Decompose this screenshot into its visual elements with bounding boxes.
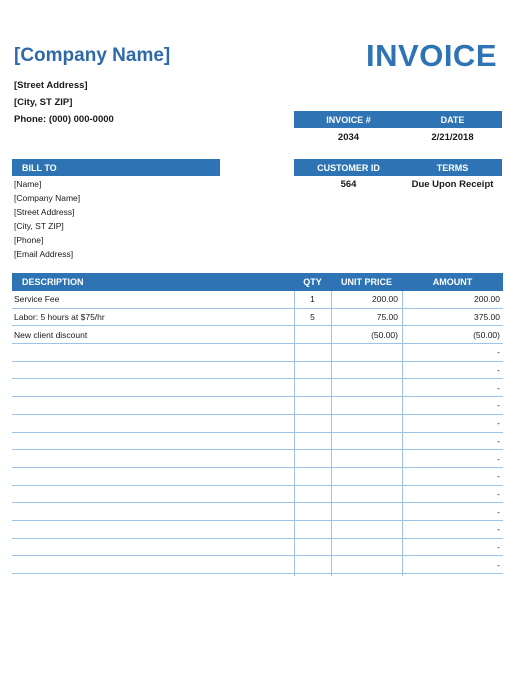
invoice-number-label: INVOICE # bbox=[326, 114, 371, 125]
terms-value: Due Upon Receipt bbox=[411, 179, 494, 190]
item-amount: - bbox=[497, 453, 500, 464]
line-items-header bbox=[12, 273, 503, 291]
column-divider bbox=[402, 291, 403, 576]
item-qty bbox=[294, 415, 331, 432]
item-qty bbox=[294, 344, 331, 361]
item-description bbox=[13, 450, 293, 467]
item-amount: - bbox=[497, 347, 500, 358]
table-row bbox=[12, 379, 503, 397]
table-row bbox=[12, 450, 503, 468]
item-qty bbox=[294, 486, 331, 503]
company-phone: Phone: (000) 000-0000 bbox=[14, 114, 114, 125]
item-unit-price bbox=[331, 362, 402, 379]
unit-price-header: UNIT PRICE bbox=[340, 277, 392, 287]
item-amount: - bbox=[497, 418, 500, 429]
description-header: DESCRIPTION bbox=[22, 277, 84, 287]
item-unit-price bbox=[331, 433, 402, 450]
item-unit-price bbox=[331, 450, 402, 467]
company-name: [Company Name] bbox=[14, 45, 171, 66]
item-amount: - bbox=[497, 559, 500, 570]
bill-to-email: [Email Address] bbox=[14, 249, 74, 259]
item-description: New client discount bbox=[14, 329, 88, 340]
item-qty bbox=[294, 433, 331, 450]
item-qty bbox=[294, 326, 331, 343]
customer-id-label: CUSTOMER ID bbox=[317, 162, 380, 173]
table-row bbox=[12, 291, 503, 309]
column-divider bbox=[294, 291, 295, 576]
item-amount: 375.00 bbox=[474, 312, 500, 323]
item-description bbox=[13, 397, 293, 414]
table-row bbox=[12, 433, 503, 451]
item-amount: - bbox=[497, 382, 500, 393]
bill-to-city: [City, ST ZIP] bbox=[14, 221, 64, 231]
date-label: DATE bbox=[440, 114, 465, 125]
table-row bbox=[12, 415, 503, 433]
item-qty bbox=[294, 450, 331, 467]
table-row bbox=[12, 486, 503, 504]
item-amount: - bbox=[497, 524, 500, 535]
item-description bbox=[13, 556, 293, 573]
item-unit-price bbox=[331, 397, 402, 414]
item-qty bbox=[294, 503, 331, 520]
item-qty: 5 bbox=[310, 312, 315, 323]
bill-to-phone: [Phone] bbox=[14, 235, 44, 245]
item-description bbox=[13, 362, 293, 379]
item-unit-price: 200.00 bbox=[372, 294, 398, 305]
table-row bbox=[12, 309, 503, 327]
line-items-body bbox=[12, 291, 503, 574]
item-description bbox=[13, 415, 293, 432]
item-description bbox=[13, 521, 293, 538]
item-qty bbox=[294, 397, 331, 414]
invoice-number-value: 2034 bbox=[337, 132, 360, 143]
item-description bbox=[13, 433, 293, 450]
line-items-table bbox=[12, 273, 503, 574]
item-amount: - bbox=[497, 541, 500, 552]
table-row bbox=[12, 503, 503, 521]
terms-label: TERMS bbox=[436, 162, 469, 173]
item-qty bbox=[294, 468, 331, 485]
item-qty bbox=[294, 362, 331, 379]
table-row bbox=[12, 539, 503, 557]
item-unit-price bbox=[331, 379, 402, 396]
item-qty: 1 bbox=[310, 294, 315, 305]
item-description bbox=[13, 486, 293, 503]
item-unit-price bbox=[331, 415, 402, 432]
item-amount: - bbox=[497, 471, 500, 482]
item-qty bbox=[294, 556, 331, 573]
item-unit-price: 75.00 bbox=[376, 312, 398, 323]
item-qty bbox=[294, 521, 331, 538]
table-row bbox=[12, 468, 503, 486]
customer-meta-header bbox=[294, 159, 502, 176]
column-divider bbox=[331, 291, 332, 576]
item-description bbox=[13, 468, 293, 485]
item-unit-price bbox=[331, 344, 402, 361]
amount-header: AMOUNT bbox=[432, 277, 473, 287]
item-description bbox=[13, 379, 293, 396]
item-amount: - bbox=[497, 365, 500, 376]
item-description: Labor: 5 hours at $75/hr bbox=[14, 312, 105, 323]
bill-to-label: BILL TO bbox=[22, 162, 57, 173]
item-amount: - bbox=[497, 400, 500, 411]
item-amount: - bbox=[497, 488, 500, 499]
item-description bbox=[13, 503, 293, 520]
table-row bbox=[12, 556, 503, 574]
date-value: 2/21/2018 bbox=[431, 132, 474, 143]
customer-id-value: 564 bbox=[340, 179, 357, 190]
item-amount: 200.00 bbox=[474, 294, 500, 305]
item-unit-price bbox=[331, 486, 402, 503]
company-city: [City, ST ZIP] bbox=[14, 97, 73, 108]
item-description bbox=[13, 344, 293, 361]
bill-to-name: [Name] bbox=[14, 179, 42, 189]
item-unit-price: (50.00) bbox=[371, 329, 398, 340]
item-unit-price bbox=[331, 539, 402, 556]
item-amount: - bbox=[497, 435, 500, 446]
company-street: [Street Address] bbox=[14, 80, 88, 91]
table-row bbox=[12, 362, 503, 380]
item-unit-price bbox=[331, 468, 402, 485]
item-description: Service Fee bbox=[14, 294, 60, 305]
item-unit-price bbox=[331, 556, 402, 573]
qty-header: QTY bbox=[303, 277, 322, 287]
table-row bbox=[12, 521, 503, 539]
bill-to-street: [Street Address] bbox=[14, 207, 75, 217]
item-amount: - bbox=[497, 506, 500, 517]
invoice-title: INVOICE bbox=[366, 38, 497, 73]
bill-to-header bbox=[12, 159, 220, 176]
item-unit-price bbox=[331, 521, 402, 538]
table-row bbox=[12, 344, 503, 362]
table-row bbox=[12, 326, 503, 344]
table-row bbox=[12, 397, 503, 415]
item-amount: (50.00) bbox=[473, 329, 500, 340]
bill-to-company: [Company Name] bbox=[14, 193, 81, 203]
item-description bbox=[13, 539, 293, 556]
invoice-meta-header bbox=[294, 111, 502, 128]
item-unit-price bbox=[331, 503, 402, 520]
item-qty bbox=[294, 539, 331, 556]
item-qty bbox=[294, 379, 331, 396]
